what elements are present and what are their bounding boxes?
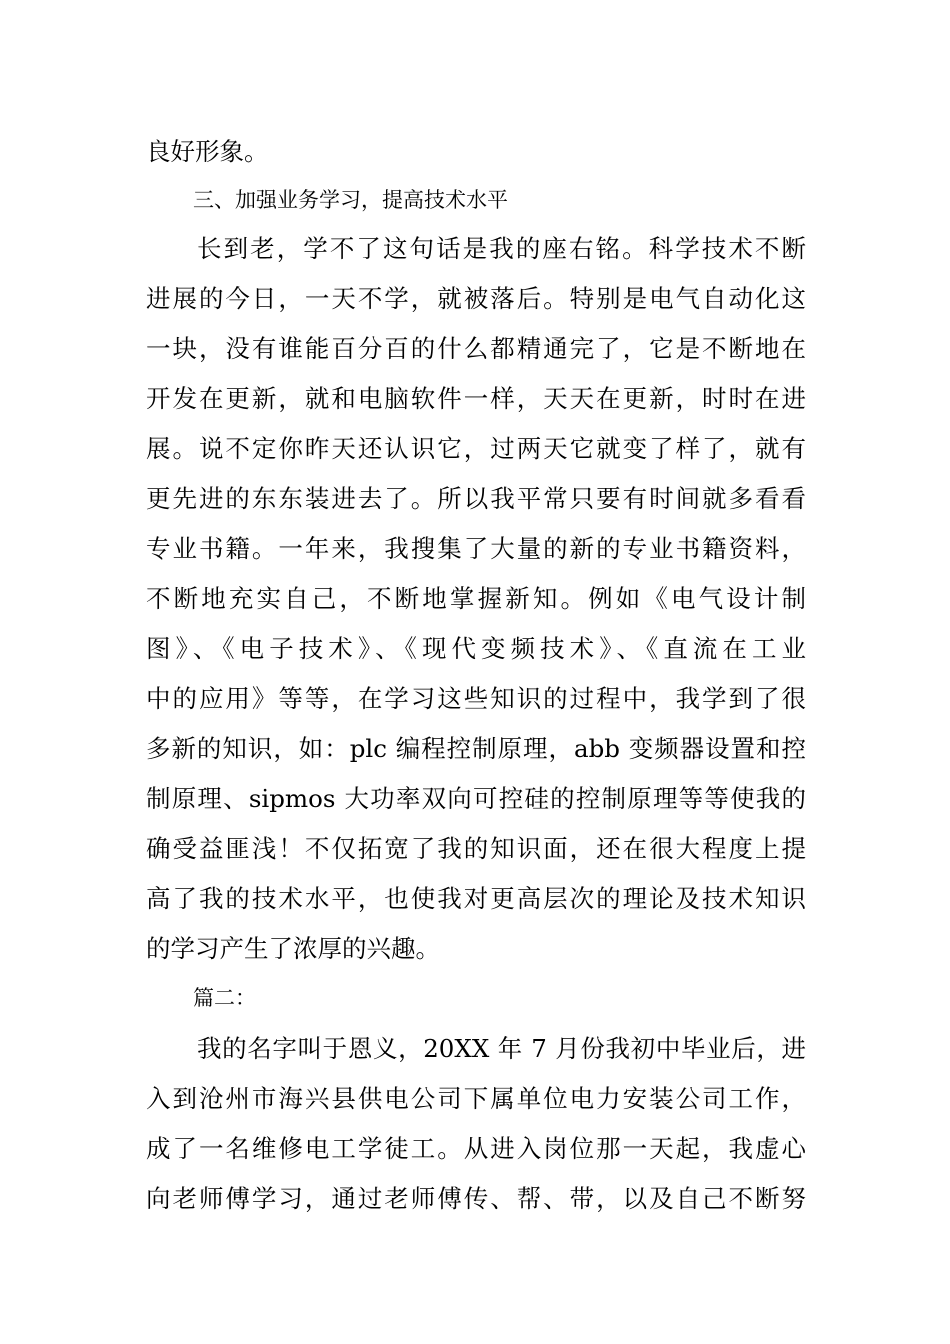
paragraph-line: 中的应用》等等，在学习这些知识的过程中，我学到了很 bbox=[146, 684, 806, 713]
paragraph-line: 图》、《电子技术》、《现代变频技术》、《直流在工业 bbox=[146, 634, 806, 663]
paragraph-line: 多新的知识，如：plc 编程控制原理，abb 变频器设置和控 bbox=[146, 734, 806, 763]
paragraph-line: 不断地充实自己，不断地掌握新知。例如《电气设计制 bbox=[146, 584, 806, 613]
paragraph-line: 高了我的技术水平，也使我对更高层次的理论及技术知识 bbox=[146, 884, 806, 913]
paragraph-line: 进展的今日，一天不学，就被落后。特别是电气自动化这 bbox=[146, 284, 806, 313]
paragraph-line: 更先进的东东装进去了。所以我平常只要有时间就多看看 bbox=[146, 484, 806, 513]
paragraph-line: 向老师傅学习，通过老师傅传、帮、带，以及自己不断努 bbox=[146, 1184, 806, 1213]
paragraph-line: 一块，没有谁能百分百的什么都精通完了，它是不断地在 bbox=[146, 334, 806, 363]
paragraph-line: 制原理、sipmos 大功率双向可控硅的控制原理等等使我的 bbox=[146, 784, 806, 813]
paragraph-line: 我的名字叫于恩义，20XX 年 7 月份我初中毕业后，进 bbox=[197, 1034, 806, 1063]
section-heading: 篇二： bbox=[193, 986, 256, 1010]
paragraph-line: 展。说不定你昨天还认识它，过两天它就变了样了，就有 bbox=[146, 434, 806, 463]
paragraph-line: 确受益匪浅！不仅拓宽了我的知识面，还在很大程度上提 bbox=[146, 834, 806, 863]
paragraph-line: 专业书籍。一年来，我搜集了大量的新的专业书籍资料， bbox=[146, 534, 806, 563]
paragraph-line: 长到老，学不了这句话是我的座右铭。科学技术不断 bbox=[197, 234, 806, 263]
paragraph-line: 的学习产生了浓厚的兴趣。 bbox=[146, 934, 440, 963]
paragraph-line: 良好形象。 bbox=[146, 137, 269, 166]
paragraph-line: 开发在更新，就和电脑软件一样，天天在更新，时时在进 bbox=[146, 384, 806, 413]
paragraph-line: 成了一名维修电工学徒工。从进入岗位那一天起，我虚心 bbox=[146, 1134, 806, 1163]
section-heading: 三、加强业务学习，提高技术水平 bbox=[193, 188, 508, 212]
paragraph-line: 入到沧州市海兴县供电公司下属单位电力安装公司工作， bbox=[146, 1084, 806, 1113]
